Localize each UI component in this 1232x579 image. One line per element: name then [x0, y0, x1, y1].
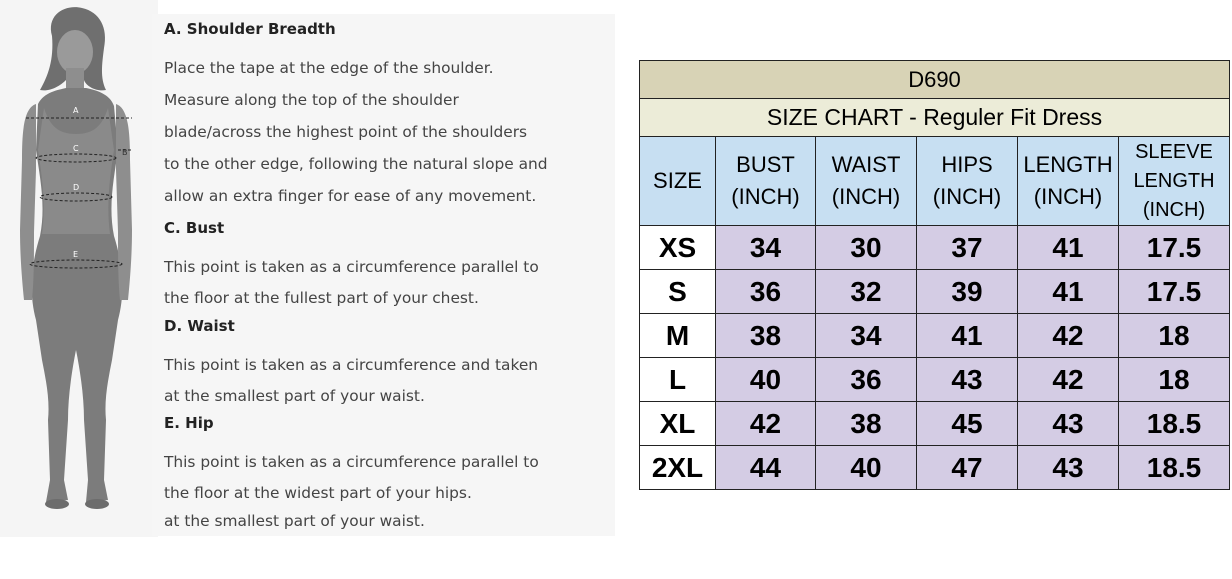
waist-text-line: This point is taken as a circumference and taken: [164, 356, 539, 374]
hips-cell: 39: [917, 270, 1018, 314]
table-row: [640, 226, 1230, 270]
size-cell: M: [640, 314, 716, 358]
table-row: [640, 446, 1230, 490]
hip-text-line: at the smallest part of your waist.: [164, 512, 425, 530]
shoulder-heading: A. Shoulder Breadth: [164, 20, 336, 38]
size-chart-table: [639, 60, 1230, 490]
marker-d: D: [73, 183, 80, 192]
waist-cell: 32: [816, 270, 917, 314]
shoulder-text-line: Measure along the top of the shoulder: [164, 91, 459, 109]
bust-text-line: the floor at the fullest part of your chest.: [164, 289, 479, 307]
hips-cell: 43: [917, 358, 1018, 402]
shoulder-text-line: to the other edge, following the natural slope and: [164, 155, 548, 173]
size-cell: XL: [640, 402, 716, 446]
sleeve-cell: 17.5: [1119, 270, 1230, 314]
waist-cell: 36: [816, 358, 917, 402]
size-cell: XS: [640, 226, 716, 270]
waist-cell: 40: [816, 446, 917, 490]
header-sleeve-length: SLEEVE LENGTH (INCH): [1119, 137, 1230, 226]
length-cell: 41: [1018, 270, 1119, 314]
shoulder-text-line: Place the tape at the edge of the shoulder.: [164, 59, 494, 77]
table-row: [640, 270, 1230, 314]
shoulder-text-line: blade/across the highest point of the shoulders: [164, 123, 528, 141]
sleeve-cell: 18: [1119, 358, 1230, 402]
table-row: [640, 402, 1230, 446]
header-size: SIZE: [640, 137, 716, 226]
bust-cell: 42: [716, 402, 816, 446]
bust-cell: 34: [716, 226, 816, 270]
sleeve-cell: 18.5: [1119, 446, 1230, 490]
hips-cell: 47: [917, 446, 1018, 490]
header-bust: BUST (INCH): [716, 137, 816, 226]
hips-cell: 41: [917, 314, 1018, 358]
header-hips: HIPS (INCH): [917, 137, 1018, 226]
bust-heading: C. Bust: [164, 219, 225, 237]
bust-cell: 44: [716, 446, 816, 490]
waist-text-line: at the smallest part of your waist.: [164, 387, 425, 405]
measurement-instructions: [152, 14, 615, 536]
size-cell: 2XL: [640, 446, 716, 490]
marker-a: A: [73, 106, 79, 115]
hip-text-line: This point is taken as a circumference parallel to: [164, 453, 539, 471]
product-code: D690: [640, 61, 1230, 99]
waist-cell: 38: [816, 402, 917, 446]
hip-heading: E. Hip: [164, 414, 214, 432]
body-figure-panel: [0, 0, 158, 537]
shoulder-text-line: allow an extra finger for ease of any movement.: [164, 187, 537, 205]
length-cell: 42: [1018, 358, 1119, 402]
length-cell: 42: [1018, 314, 1119, 358]
marker-b: B: [122, 148, 128, 157]
waist-cell: 30: [816, 226, 917, 270]
sleeve-cell: 18.5: [1119, 402, 1230, 446]
table-row: [640, 314, 1230, 358]
bust-text-line: This point is taken as a circumference parallel to: [164, 258, 539, 276]
length-cell: 43: [1018, 402, 1119, 446]
header-waist: WAIST (INCH): [816, 137, 917, 226]
bust-cell: 38: [716, 314, 816, 358]
hips-cell: 45: [917, 402, 1018, 446]
bust-cell: 40: [716, 358, 816, 402]
bust-cell: 36: [716, 270, 816, 314]
sleeve-cell: 18: [1119, 314, 1230, 358]
sleeve-cell: 17.5: [1119, 226, 1230, 270]
marker-c: C: [73, 144, 79, 153]
table-row: [640, 358, 1230, 402]
marker-e: E: [73, 250, 79, 259]
length-cell: 41: [1018, 226, 1119, 270]
hips-cell: 37: [917, 226, 1018, 270]
header-length: LENGTH (INCH): [1018, 137, 1119, 226]
size-cell: S: [640, 270, 716, 314]
body-figure-illustration: [0, 0, 158, 537]
waist-cell: 34: [816, 314, 917, 358]
size-cell: L: [640, 358, 716, 402]
chart-title: SIZE CHART - Reguler Fit Dress: [640, 99, 1230, 137]
waist-heading: D. Waist: [164, 317, 235, 335]
length-cell: 43: [1018, 446, 1119, 490]
hip-text-line: the floor at the widest part of your hips.: [164, 484, 472, 502]
